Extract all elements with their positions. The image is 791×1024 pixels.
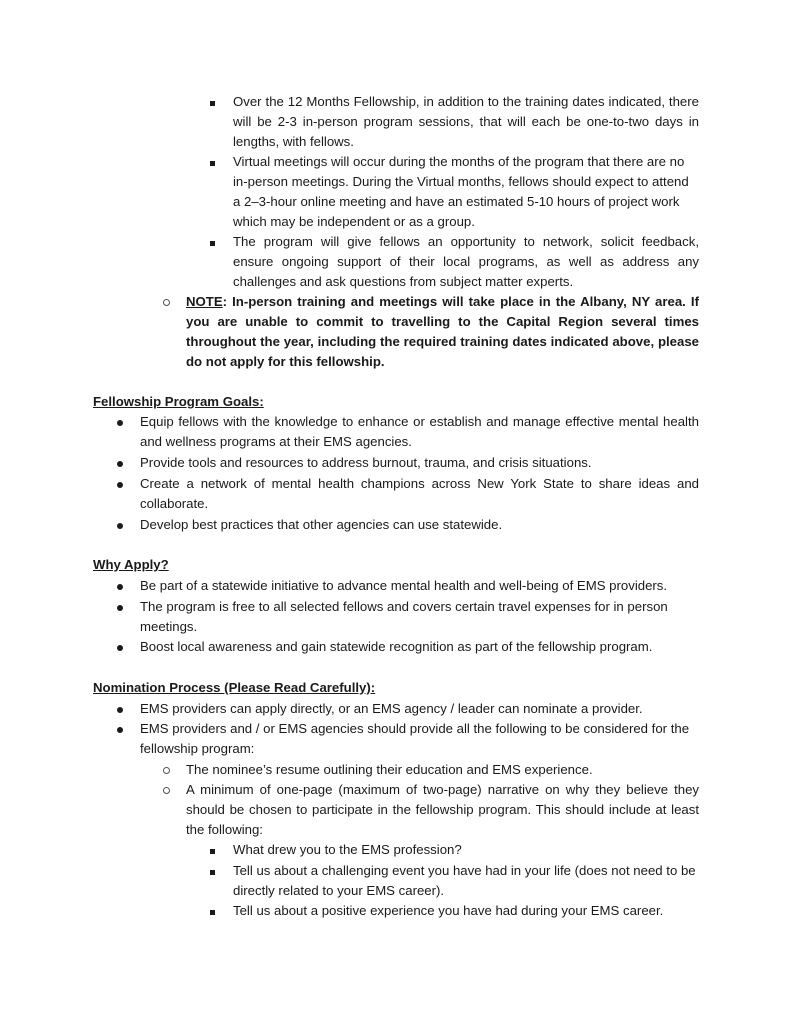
bullet-icon: [117, 412, 123, 432]
bullet-icon: [117, 474, 123, 494]
bullet-icon: [117, 719, 123, 739]
list-item: The program is free to all selected fellows and covers certain travel expenses for in person meetings.: [140, 599, 668, 634]
hollow-circle-bullet-icon: [163, 760, 170, 780]
hollow-circle-bullet-icon: [163, 780, 170, 800]
list-item: Over the 12 Months Fellowship, in addition to the training dates indicated, there will be 2-3 in-person program sessions, that will each be one-to-two days in lengths, with fellows.: [233, 94, 699, 149]
list-item: Provide tools and resources to address burnout, trauma, and crisis situations.: [140, 455, 592, 470]
section-heading-nomination: Nomination Process (Please Read Carefully):: [93, 680, 376, 695]
bullet-icon: [117, 637, 123, 657]
bullet-icon: [117, 597, 123, 617]
list-item: Equip fellows with the knowledge to enhance or establish and manage effective mental health and wellness programs at their EMS agencies.: [140, 414, 699, 449]
list-item: Tell us about a positive experience you have had during your EMS career.: [233, 903, 664, 918]
list-item: Create a network of mental health champions across New York State to share ideas and collaborate.: [140, 476, 699, 511]
square-bullet-icon: [210, 152, 215, 172]
square-bullet-icon: [210, 92, 215, 112]
list-item: Develop best practices that other agencies can use statewide.: [140, 517, 503, 532]
square-bullet-icon: [210, 901, 215, 921]
list-item: Boost local awareness and gain statewide recognition as part of the fellowship program.: [140, 639, 653, 654]
bullet-icon: [117, 515, 123, 535]
list-item: The program will give fellows an opportunity to network, solicit feedback, ensure ongoing support of their local programs, as well as address any challenges and ask questions from subject matter experts.: [233, 234, 699, 289]
section-heading-why-apply: Why Apply?: [93, 557, 169, 572]
section-heading-goals: Fellowship Program Goals:: [93, 394, 264, 409]
bullet-icon: [117, 576, 123, 596]
bullet-icon: [117, 453, 123, 473]
note-label: NOTE: [186, 294, 223, 309]
bullet-icon: [117, 699, 123, 719]
note-paragraph: [186, 292, 699, 372]
square-bullet-icon: [210, 232, 215, 252]
list-item: Tell us about a challenging event you have had in your life (does not need to be directly related to your EMS career).: [233, 863, 696, 898]
list-item: What drew you to the EMS profession?: [233, 842, 462, 857]
list-item: Virtual meetings will occur during the months of the program that there are no in-person meetings. During the Virtual months, fellows should expect to attend a 2–3-hour online meeting and have an estimated 5-10 hours of project work which may be independent or as a group.: [233, 154, 689, 229]
hollow-circle-bullet-icon: [163, 292, 170, 312]
square-bullet-icon: [210, 840, 215, 860]
list-item: EMS providers can apply directly, or an EMS agency / leader can nominate a provider.: [140, 701, 643, 716]
list-item: EMS providers and / or EMS agencies should provide all the following to be considered for the fellowship program:: [140, 721, 690, 756]
note-text: : In-person training and meetings will take place in the Albany, NY area. If you are unable to commit to travelling to the Capital Region several times throughout the year, including the required training dates indicated above, please do not apply for this fellowship.: [186, 294, 699, 369]
list-item: Be part of a statewide initiative to advance mental health and well-being of EMS providers.: [140, 578, 668, 593]
list-item: A minimum of one-page (maximum of two-page) narrative on why they believe they should be chosen to participate in the fellowship program. This should include at least the following:: [186, 782, 699, 837]
list-item: The nominee’s resume outlining their education and EMS experience.: [186, 762, 593, 777]
square-bullet-icon: [210, 861, 215, 881]
